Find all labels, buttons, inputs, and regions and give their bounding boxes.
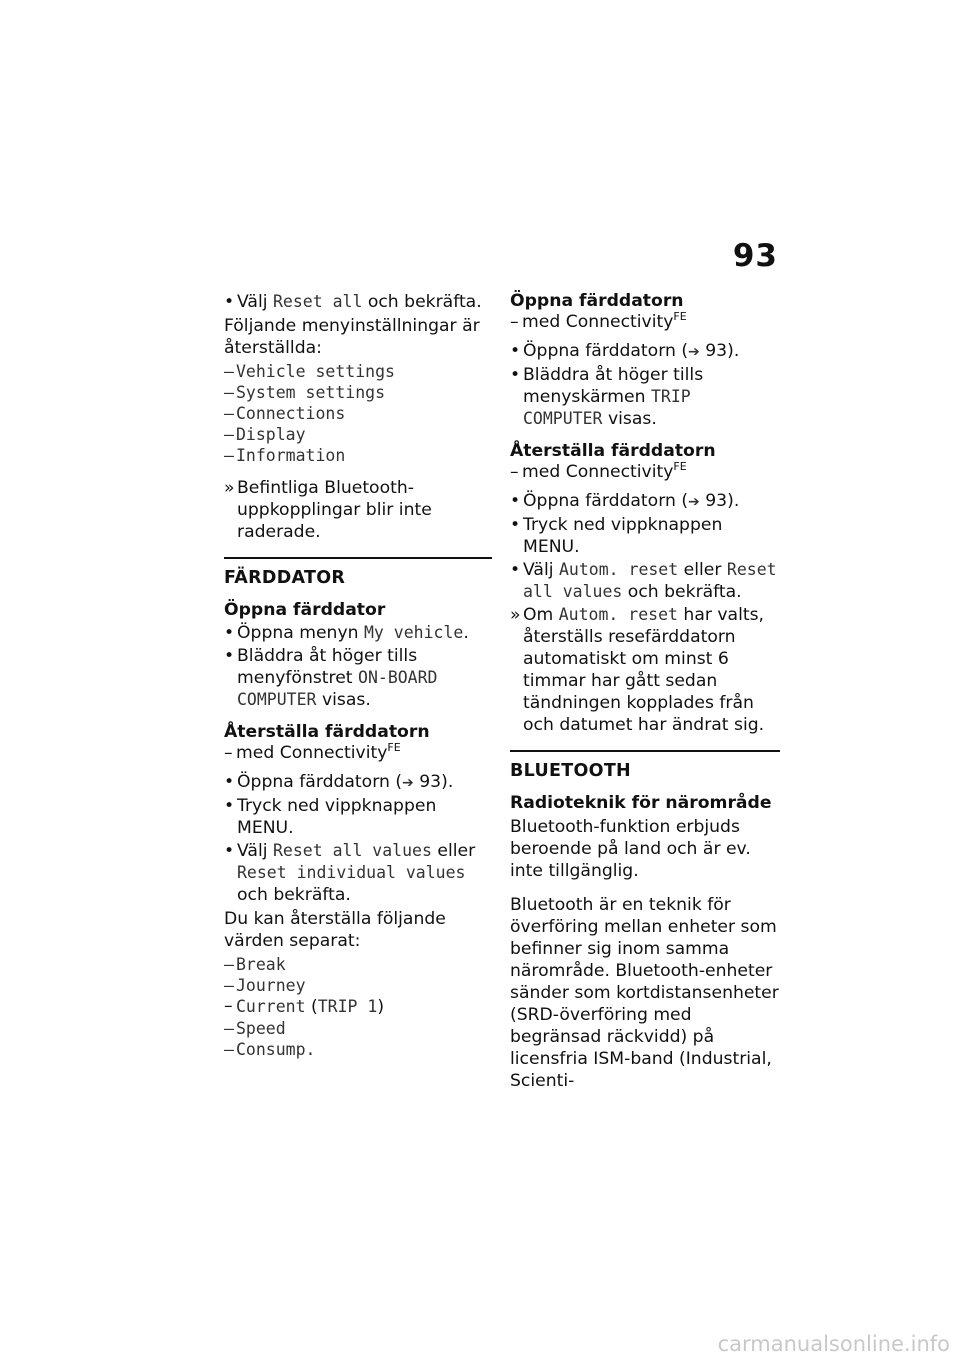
connectivity-note: – med Connectivity$^{FE}$	[510, 312, 780, 333]
list-item: – Information	[224, 445, 492, 466]
trip-values-list	[224, 954, 492, 1060]
section-heading-bluetooth: BLUETOOTH	[510, 750, 780, 782]
list-item: – Consump.	[224, 1039, 492, 1060]
step-press-menu: • Tryck ned vippknappen MENU.	[224, 795, 492, 839]
list-item: – Speed	[224, 1018, 492, 1039]
page-reference-arrow-icon: ➔	[688, 344, 700, 360]
step-scroll-right: • Bläddra åt höger tills menyfönstret ON-BOARD COMPUTER visas.	[224, 645, 492, 711]
connectivity-note: – med Connectivity$^{FE}$	[224, 743, 492, 764]
list-item: – System settings	[224, 382, 492, 403]
step-scroll-right: • Bläddra åt höger tills menyskärmen TRIP COMPUTER visas.	[510, 364, 780, 430]
step-select-reset-values: • Välj Reset all values eller Reset individual values och bekräfta.	[224, 840, 492, 906]
page-reference-arrow-icon: ➔	[402, 775, 414, 791]
subheading-open-computer: Öppna färddator	[224, 600, 386, 620]
paragraph-bluetooth-availability: Bluetooth-funktion erbjuds beroende på land och är ev. inte tillgänglig.	[510, 817, 751, 881]
left-column	[224, 290, 492, 1060]
list-item: – Display	[224, 424, 492, 445]
list-item: – Current (TRIP 1)	[224, 996, 492, 1018]
list-item: – Connections	[224, 403, 492, 424]
list-item: – Vehicle settings	[224, 361, 492, 382]
step-open-computer-ref: • Öppna färddatorn (➔ 93).	[224, 771, 492, 794]
step-press-menu: • Tryck ned vippknappen MENU.	[510, 514, 780, 558]
step-open-computer-ref: • Öppna färddatorn (➔ 93).	[510, 490, 780, 513]
result-autom-reset: » Om Autom. reset har valts, återställs resefärddatorn automatiskt om minst 6 timmar har gått sedan tändningen kopplades från och datumet har ändrat sig.	[510, 604, 780, 736]
step-select-reset-all: • Välj Reset all och bekräfta.	[224, 291, 492, 313]
right-column	[510, 290, 780, 1094]
reset-settings-list	[224, 361, 492, 466]
watermark: carmanualsonline.info	[717, 1332, 950, 1356]
list-item: – Break	[224, 954, 492, 975]
step-open-menu: • Öppna menyn My vehicle.	[224, 622, 492, 644]
subheading-reset-computer: Återställa färddatorn	[224, 722, 430, 742]
connectivity-note: – med Connectivity$^{FE}$	[510, 462, 780, 483]
list-item: – Journey	[224, 975, 492, 996]
result-bluetooth-kept: » Befintliga Bluetooth-uppkopplingar blir inte raderade.	[224, 477, 492, 543]
subheading-open-computer: Öppna färddatorn	[510, 291, 684, 311]
step-open-computer-ref: • Öppna färddatorn (➔ 93).	[510, 340, 780, 363]
paragraph-separate-reset: Du kan återställa följande värden separat:	[224, 909, 446, 951]
subheading-radio-tech: Radioteknik för närområde	[510, 793, 772, 813]
paragraph-bluetooth-description: Bluetooth är en teknik för överföring mellan enheter som befinner sig inom samma närområde. Bluetooth-enheter sänder som kortdistansenheter (SRD-överföring med begränsad räckvidd) på licensfria ISM-band (Industrial, Scienti-	[510, 895, 779, 1091]
section-heading-farddator: FÄRDDATOR	[224, 557, 492, 589]
subheading-reset-computer: Återställa färddatorn	[510, 441, 716, 461]
page-number: 93	[732, 238, 778, 274]
step-select-autom-reset: • Välj Autom. reset eller Reset all values och bekräfta.	[510, 559, 780, 603]
paragraph-reset-info: Följande menyinställningar är återställda:	[224, 316, 480, 358]
page-reference-arrow-icon: ➔	[688, 494, 700, 510]
